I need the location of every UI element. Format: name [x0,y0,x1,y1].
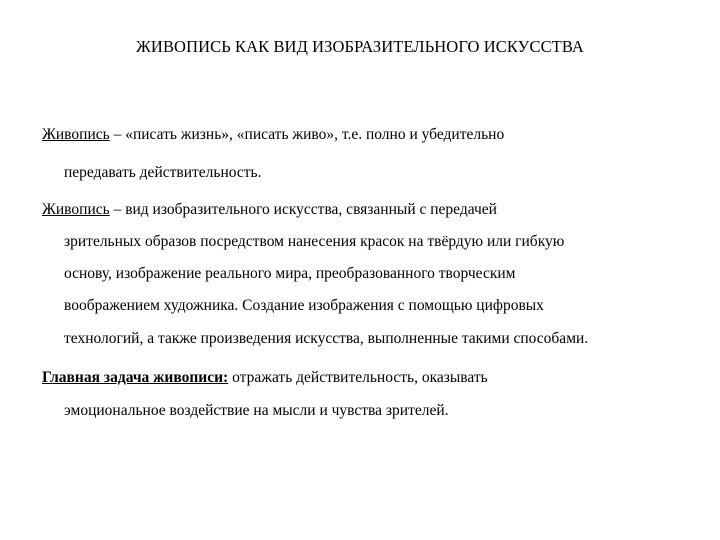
paragraph-line: передавать действительность. [64,164,262,181]
paragraph-line [42,126,504,144]
paragraph-line: воображением художника. Создание изображения с помощью цифровых [64,297,544,314]
term-label: Живопись [42,201,110,218]
paragraph-line: технологий, а также произведения искусства, выполненные такими способами. [64,330,589,347]
paragraph-line: основу, изображение реального мира, преобразованного творческим [64,265,516,282]
term-label: Живопись [42,126,110,143]
paragraph-line [42,369,488,387]
paragraph-line: зрительных образов посредством нанесения красок на твёрдую или гибкую [64,233,565,250]
paragraph-text: – вид изобразительного искусства, связанный с передачей [109,201,497,218]
paragraph-text: – «писать жизнь», «писать живо», т.е. полно и убедительно [109,126,505,143]
paragraph-line: эмоциональное воздействие на мысли и чувства зрителей. [64,402,449,419]
term-label: Главная задача живописи: [42,369,229,386]
slide-title: ЖИВОПИСЬ КАК ВИД ИЗОБРАЗИТЕЛЬНОГО ИСКУССТВА [136,37,584,56]
paragraph-line [42,201,497,219]
paragraph-text: отражать действительность, оказывать [228,369,488,386]
